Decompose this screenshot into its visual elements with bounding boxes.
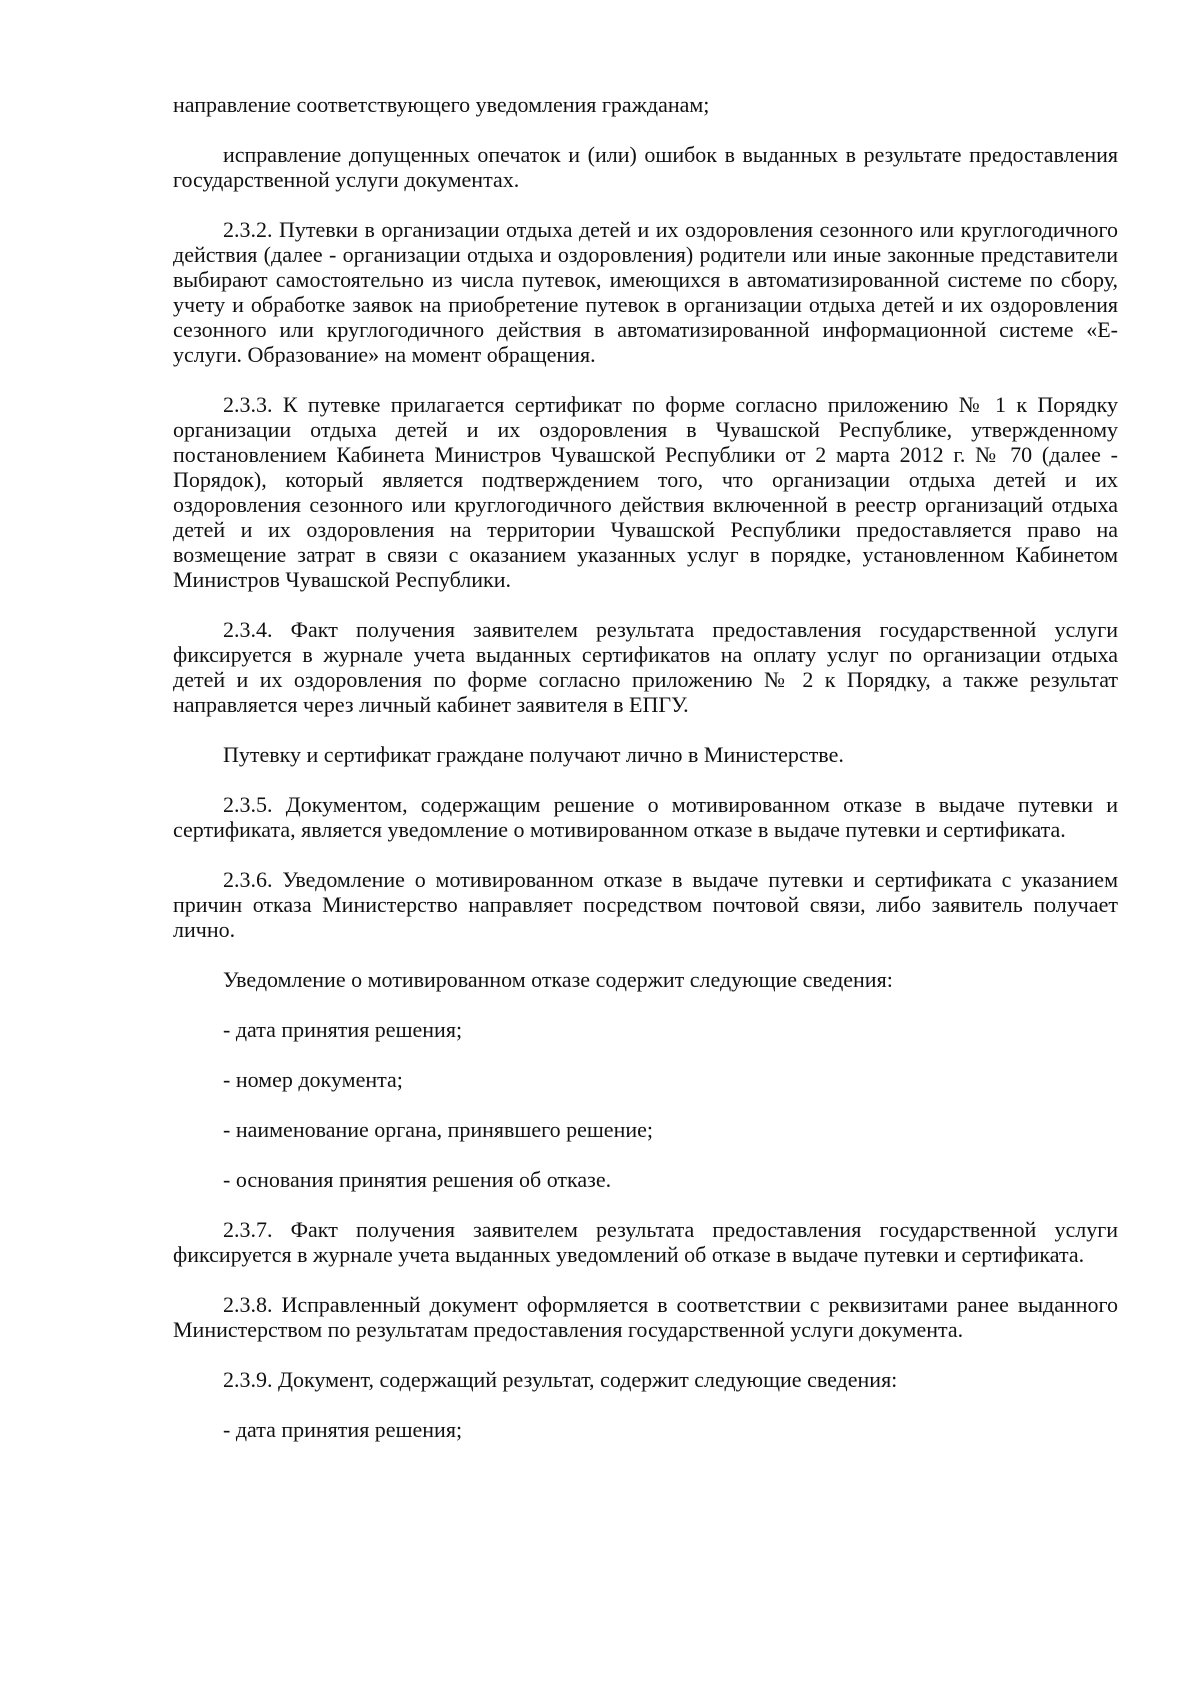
paragraph-correction-errors: исправление допущенных опечаток и (или) ошибок в выданных в результате предоставления государственной услуги документах. [173,142,1118,192]
paragraph-2-3-7: 2.3.7. Факт получения заявителем результата предоставления государственной услуги фиксируется в журнале учета выданных уведомлений об отказе в выдаче путевки и сертификата. [173,1217,1118,1267]
paragraph-2-3-2: 2.3.2. Путевки в организации отдыха детей и их оздоровления сезонного или круглогодичного действия (далее - организации отдыха и оздоровления) родители или иные законные представители выбирают самостоятельно из числа путевок, имеющихся в автоматизированной системе по сбору, учету и обработке заявок на приобретение путевок в организации отдыха детей и их оздоровления сезонного или круглогодичного действия в автоматизированной информационной системе «Е-услуги. Образование» на момент обращения. [173,217,1118,367]
paragraph-2-3-9: 2.3.9. Документ, содержащий результат, содержит следующие сведения: [223,1367,898,1392]
list-item-authority-name: - наименование органа, принявшего решение; [223,1117,653,1142]
paragraph-refusal-contents: Уведомление о мотивированном отказе содержит следующие сведения: [223,967,893,992]
paragraph-voucher-received: Путевку и сертификат граждане получают лично в Министерстве. [223,742,844,767]
list-item-refusal-grounds: - основания принятия решения об отказе. [223,1167,612,1192]
list-item-decision-date: - дата принятия решения; [223,1017,463,1042]
paragraph-2-3-5: 2.3.5. Документом, содержащим решение о мотивированном отказе в выдаче путевки и сертификата, является уведомление о мотивированном отказе в выдаче путевки и сертификата. [173,792,1118,842]
document-body [173,92,1118,1442]
paragraph-2-3-6: 2.3.6. Уведомление о мотивированном отказе в выдаче путевки и сертификата с указанием причин отказа Министерство направляет посредством почтовой связи, либо заявитель получает лично. [173,867,1118,942]
list-item-document-number: - номер документа; [223,1067,403,1092]
paragraph-2-3-4: 2.3.4. Факт получения заявителем результата предоставления государственной услуги фиксируется в журнале учета выданных сертификатов на оплату услуг по организации отдыха детей и их оздоровления по форме согласно приложению № 2 к Порядку, а также результат направляется через личный кабинет заявителя в ЕПГУ. [173,617,1118,717]
paragraph-2-3-3: 2.3.3. К путевке прилагается сертификат по форме согласно приложению № 1 к Порядку организации отдыха детей и их оздоровления в Чувашской Республике, утвержденному постановлением Кабинета Министров Чувашской Республики от 2 марта 2012 г. № 70 (далее - Порядок), который является подтверждением того, что организации отдыха детей и их оздоровления сезонного или круглогодичного действия включенной в реестр организаций отдыха детей и их оздоровления на территории Чувашской Республики предоставляется право на возмещение затрат в связи с оказанием указанных услуг в порядке, установленном Кабинетом Министров Чувашской Республики. [173,392,1118,592]
list-item-result-decision-date: - дата принятия решения; [223,1417,463,1442]
paragraph-notification-citizens: направление соответствующего уведомления гражданам; [173,92,710,117]
paragraph-2-3-8: 2.3.8. Исправленный документ оформляется в соответствии с реквизитами ранее выданного Министерством по результатам предоставления государственной услуги документа. [173,1292,1118,1342]
